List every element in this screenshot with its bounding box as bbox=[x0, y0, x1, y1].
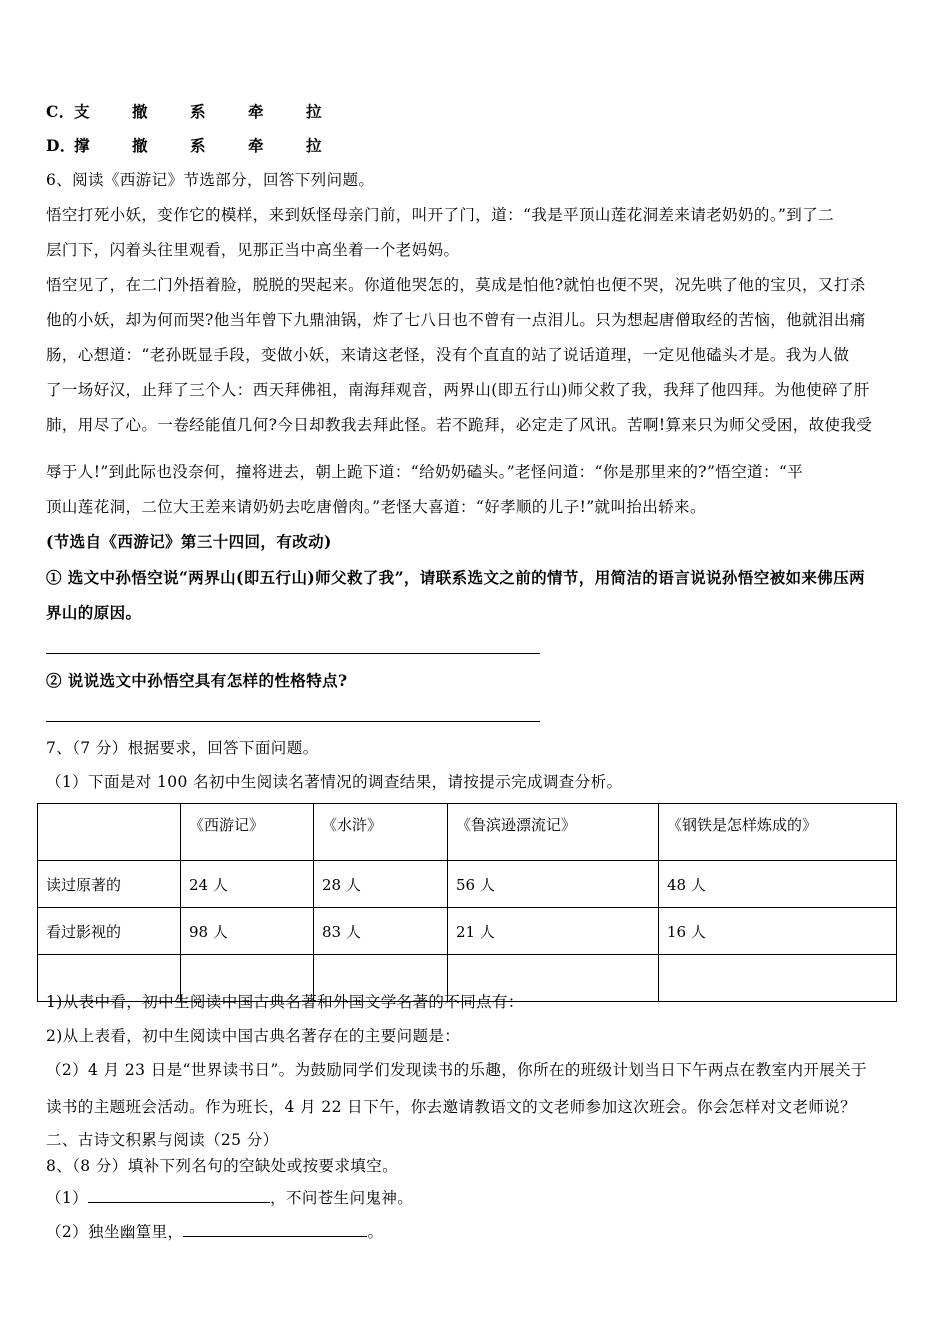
table-cell: 83 人 bbox=[314, 908, 448, 955]
passage-line: 了一场好汉，止拜了三个人：西天拜佛祖，南海拜观音，两界山(即五行山)师父救了我，我拜了他四拜。为他使碎了肝 bbox=[46, 381, 870, 399]
q7-analysis-1: 1)从表中看，初中生阅读中国古典名著和外国文学名著的不同点有： bbox=[46, 993, 524, 1011]
table-cell: 读过原著的 bbox=[38, 861, 181, 908]
table-cell: 16 人 bbox=[659, 908, 897, 955]
table-row bbox=[38, 861, 897, 908]
table-cell: 24 人 bbox=[181, 861, 314, 908]
option-letter: C． bbox=[46, 102, 75, 121]
q6-prompt: 6、阅读《西游记》节选部分，回答下列问题。 bbox=[46, 171, 375, 189]
table-cell: 98 人 bbox=[181, 908, 314, 955]
answer-line[interactable] bbox=[46, 653, 540, 654]
fill-blank-2: （2）独坐幽篁里， 。 bbox=[46, 1220, 383, 1243]
q7-part1: （1）下面是对 100 名初中生阅读名著情况的调查结果，请按提示完成调查分析。 bbox=[46, 773, 623, 791]
q6-sub2: ② 说说选文中孙悟空具有怎样的性格特点? bbox=[46, 671, 348, 690]
q8-prompt: 8、（8 分）填补下列名句的空缺处或按要求填空。 bbox=[46, 1157, 399, 1175]
table-header-row bbox=[38, 804, 897, 861]
q6-sub1-cont: 界山的原因。 bbox=[46, 603, 142, 622]
fill-blank-1: （1） ，不问苍生问鬼神。 bbox=[46, 1186, 413, 1209]
q7-part2: （2）4 月 23 日是“世界读书日”。为鼓励同学们发现读书的乐趣，你所在的班级计划当日下午两点在教室内开展关于 bbox=[46, 1061, 867, 1079]
option-letter: D． bbox=[46, 136, 76, 155]
table-cell bbox=[38, 804, 181, 861]
table-cell: 看过影视的 bbox=[38, 908, 181, 955]
passage-line: 顶山莲花洞，二位大王差来请奶奶去吃唐僧肉。”老怪大喜道：“好孝顺的儿子!”就叫抬出轿来。 bbox=[46, 498, 706, 516]
passage-line: 悟空打死小妖，变作它的模样，来到妖怪母亲门前，叫开了门，道：“我是平顶山莲花洞差来请老奶奶的。”到了二 bbox=[46, 206, 835, 224]
table-cell: 48 人 bbox=[659, 861, 897, 908]
q7-prompt: 7、（7 分）根据要求，回答下面问题。 bbox=[46, 739, 319, 757]
table-cell: 21 人 bbox=[448, 908, 659, 955]
answer-line[interactable] bbox=[46, 721, 540, 722]
table-cell: 《钢铁是怎样炼成的》 bbox=[659, 804, 897, 861]
passage-line: 层门下，闪着头往里观看，见那正当中高坐着一个老妈妈。 bbox=[46, 241, 460, 259]
table-cell: 《水浒》 bbox=[314, 804, 448, 861]
passage-line: 悟空见了，在二门外捂着脸，脱脱的哭起来。你道他哭怎的，莫成是怕他?就怕也便不哭，况先哄了他的宝贝，又打杀 bbox=[46, 276, 866, 294]
passage-line: 肠，心想道：“老孙既显手段，变做小妖，来请这老怪，没有个直直的站了说话道理，一定见他磕头才是。我为人做 bbox=[46, 346, 850, 364]
passage-line: 辱于人!”到此际也没奈何，撞将进去，朝上跪下道：“给奶奶磕头。”老怪问道：“你是那里来的?”悟空道：“平 bbox=[46, 463, 804, 481]
passage-source: (节选自《西游记》第三十四回，有改动) bbox=[46, 532, 332, 551]
option-d: D．撑 撤 系 牵 拉 bbox=[46, 136, 322, 155]
q7-analysis-2: 2)从上表看，初中生阅读中国古典名著存在的主要问题是： bbox=[46, 1027, 461, 1045]
q7-part2-cont: 读书的主题班会活动。作为班长，4 月 22 日下午，你去邀请教语文的文老师参加这次班会。你会怎样对文老师说？ bbox=[46, 1098, 856, 1116]
table-cell: 《鲁滨逊漂流记》 bbox=[448, 804, 659, 861]
section-title: 二、古诗文积累与阅读（25 分） bbox=[46, 1131, 279, 1149]
table-row bbox=[38, 908, 897, 955]
passage-line: 他的小妖，却为何而哭?他当年曾下九鼎油锅，炸了七八日也不曾有一点泪儿。只为想起唐僧取经的苦恼，他就泪出痛 bbox=[46, 311, 866, 329]
table-cell: 28 人 bbox=[314, 861, 448, 908]
option-c: C．支 撤 系 牵 拉 bbox=[46, 102, 322, 121]
q6-sub1: ① 选文中孙悟空说“两界山(即五行山)师父救了我”，请联系选文之前的情节，用简洁的语言说说孙悟空被如来佛压两 bbox=[46, 568, 865, 587]
table-cell: 56 人 bbox=[448, 861, 659, 908]
survey-table bbox=[37, 803, 897, 1002]
passage-line: 肺，用尽了心。一卷经能值几何?今日却教我去拜此怪。若不跪拜，必定走了风讯。苦啊!算来只为师父受困，故使我受 bbox=[46, 416, 873, 434]
blank-field[interactable] bbox=[183, 1220, 367, 1237]
table-cell[interactable] bbox=[659, 955, 897, 1002]
table-cell: 《西游记》 bbox=[181, 804, 314, 861]
blank-field[interactable] bbox=[88, 1186, 270, 1203]
